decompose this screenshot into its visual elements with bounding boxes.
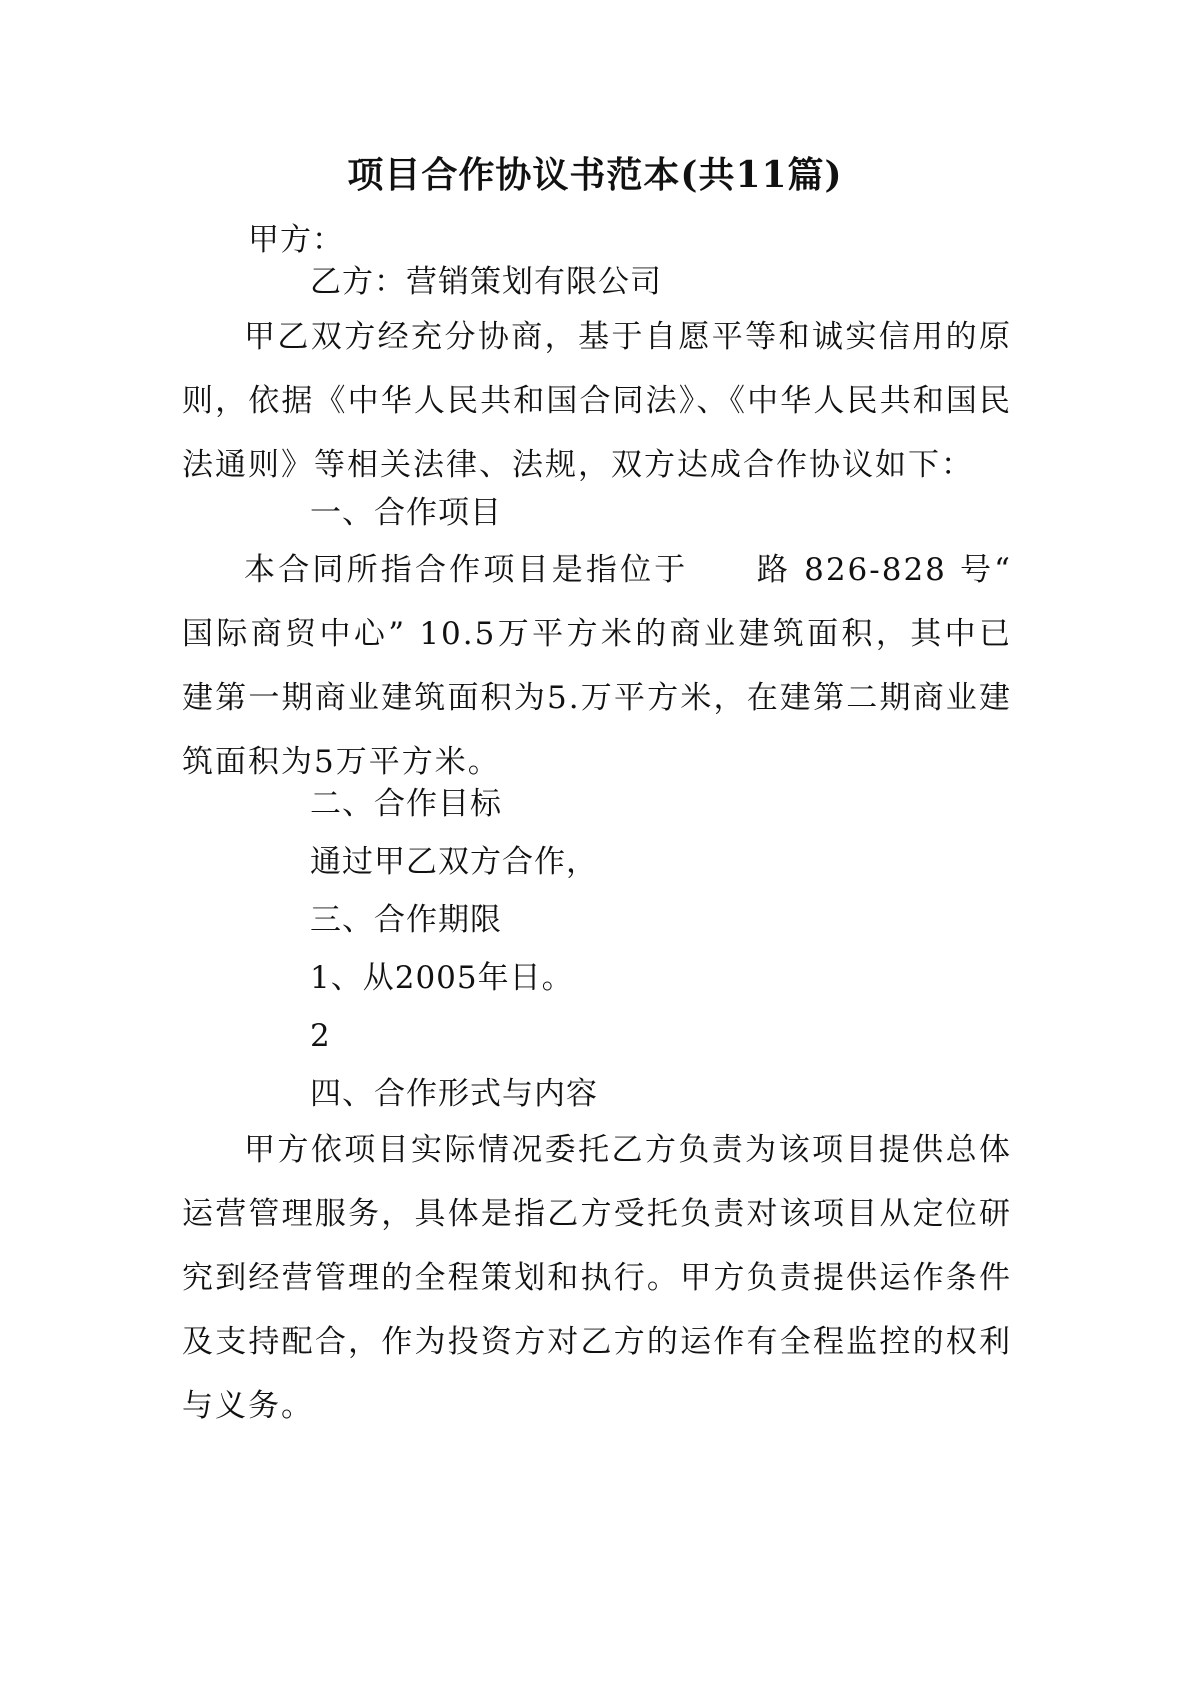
section2-paragraph: 通过甲乙双方合作， bbox=[310, 844, 598, 880]
section1-paragraph: 本合同所指合作项目是指位于 路 826-828 号“ 国际商贸中心” 10.5万平方米的商业建筑面积，其中已建第一期商业建筑面积为5.万平方米，在建第二期商业建筑面积为5万平方米。 bbox=[182, 552, 1012, 780]
section1-heading: 一、合作项目 bbox=[310, 495, 502, 531]
document-title: 项目合作协议书范本(共11篇) bbox=[347, 154, 843, 196]
party-a-label: 甲方： bbox=[248, 222, 344, 258]
party-b-label: 乙方：营销策划有限公司 bbox=[310, 264, 662, 300]
intro-paragraph: 甲乙双方经充分协商，基于自愿平等和诚实信用的原则，依据《中华人民共和国合同法》、《中华人民共和国民法通则》等相关法律、法规，双方达成合作协议如下： bbox=[182, 319, 1012, 483]
section2-heading: 二、合作目标 bbox=[310, 786, 502, 822]
section3-item-1: 1、从2005年日。 bbox=[310, 960, 574, 996]
section3-heading: 三、合作期限 bbox=[310, 902, 502, 938]
section4-paragraph: 甲方依项目实际情况委托乙方负责为该项目提供总体运营管理服务，具体是指乙方受托负责对该项目从定位研究到经营管理的全程策划和执行。甲方负责提供运作条件及支持配合，作为投资方对乙方的运作有全程监控的权利与义务。 bbox=[182, 1132, 1012, 1424]
section4-heading: 四、合作形式与内容 bbox=[310, 1076, 598, 1112]
section3-item-2: 2 bbox=[310, 1018, 331, 1054]
